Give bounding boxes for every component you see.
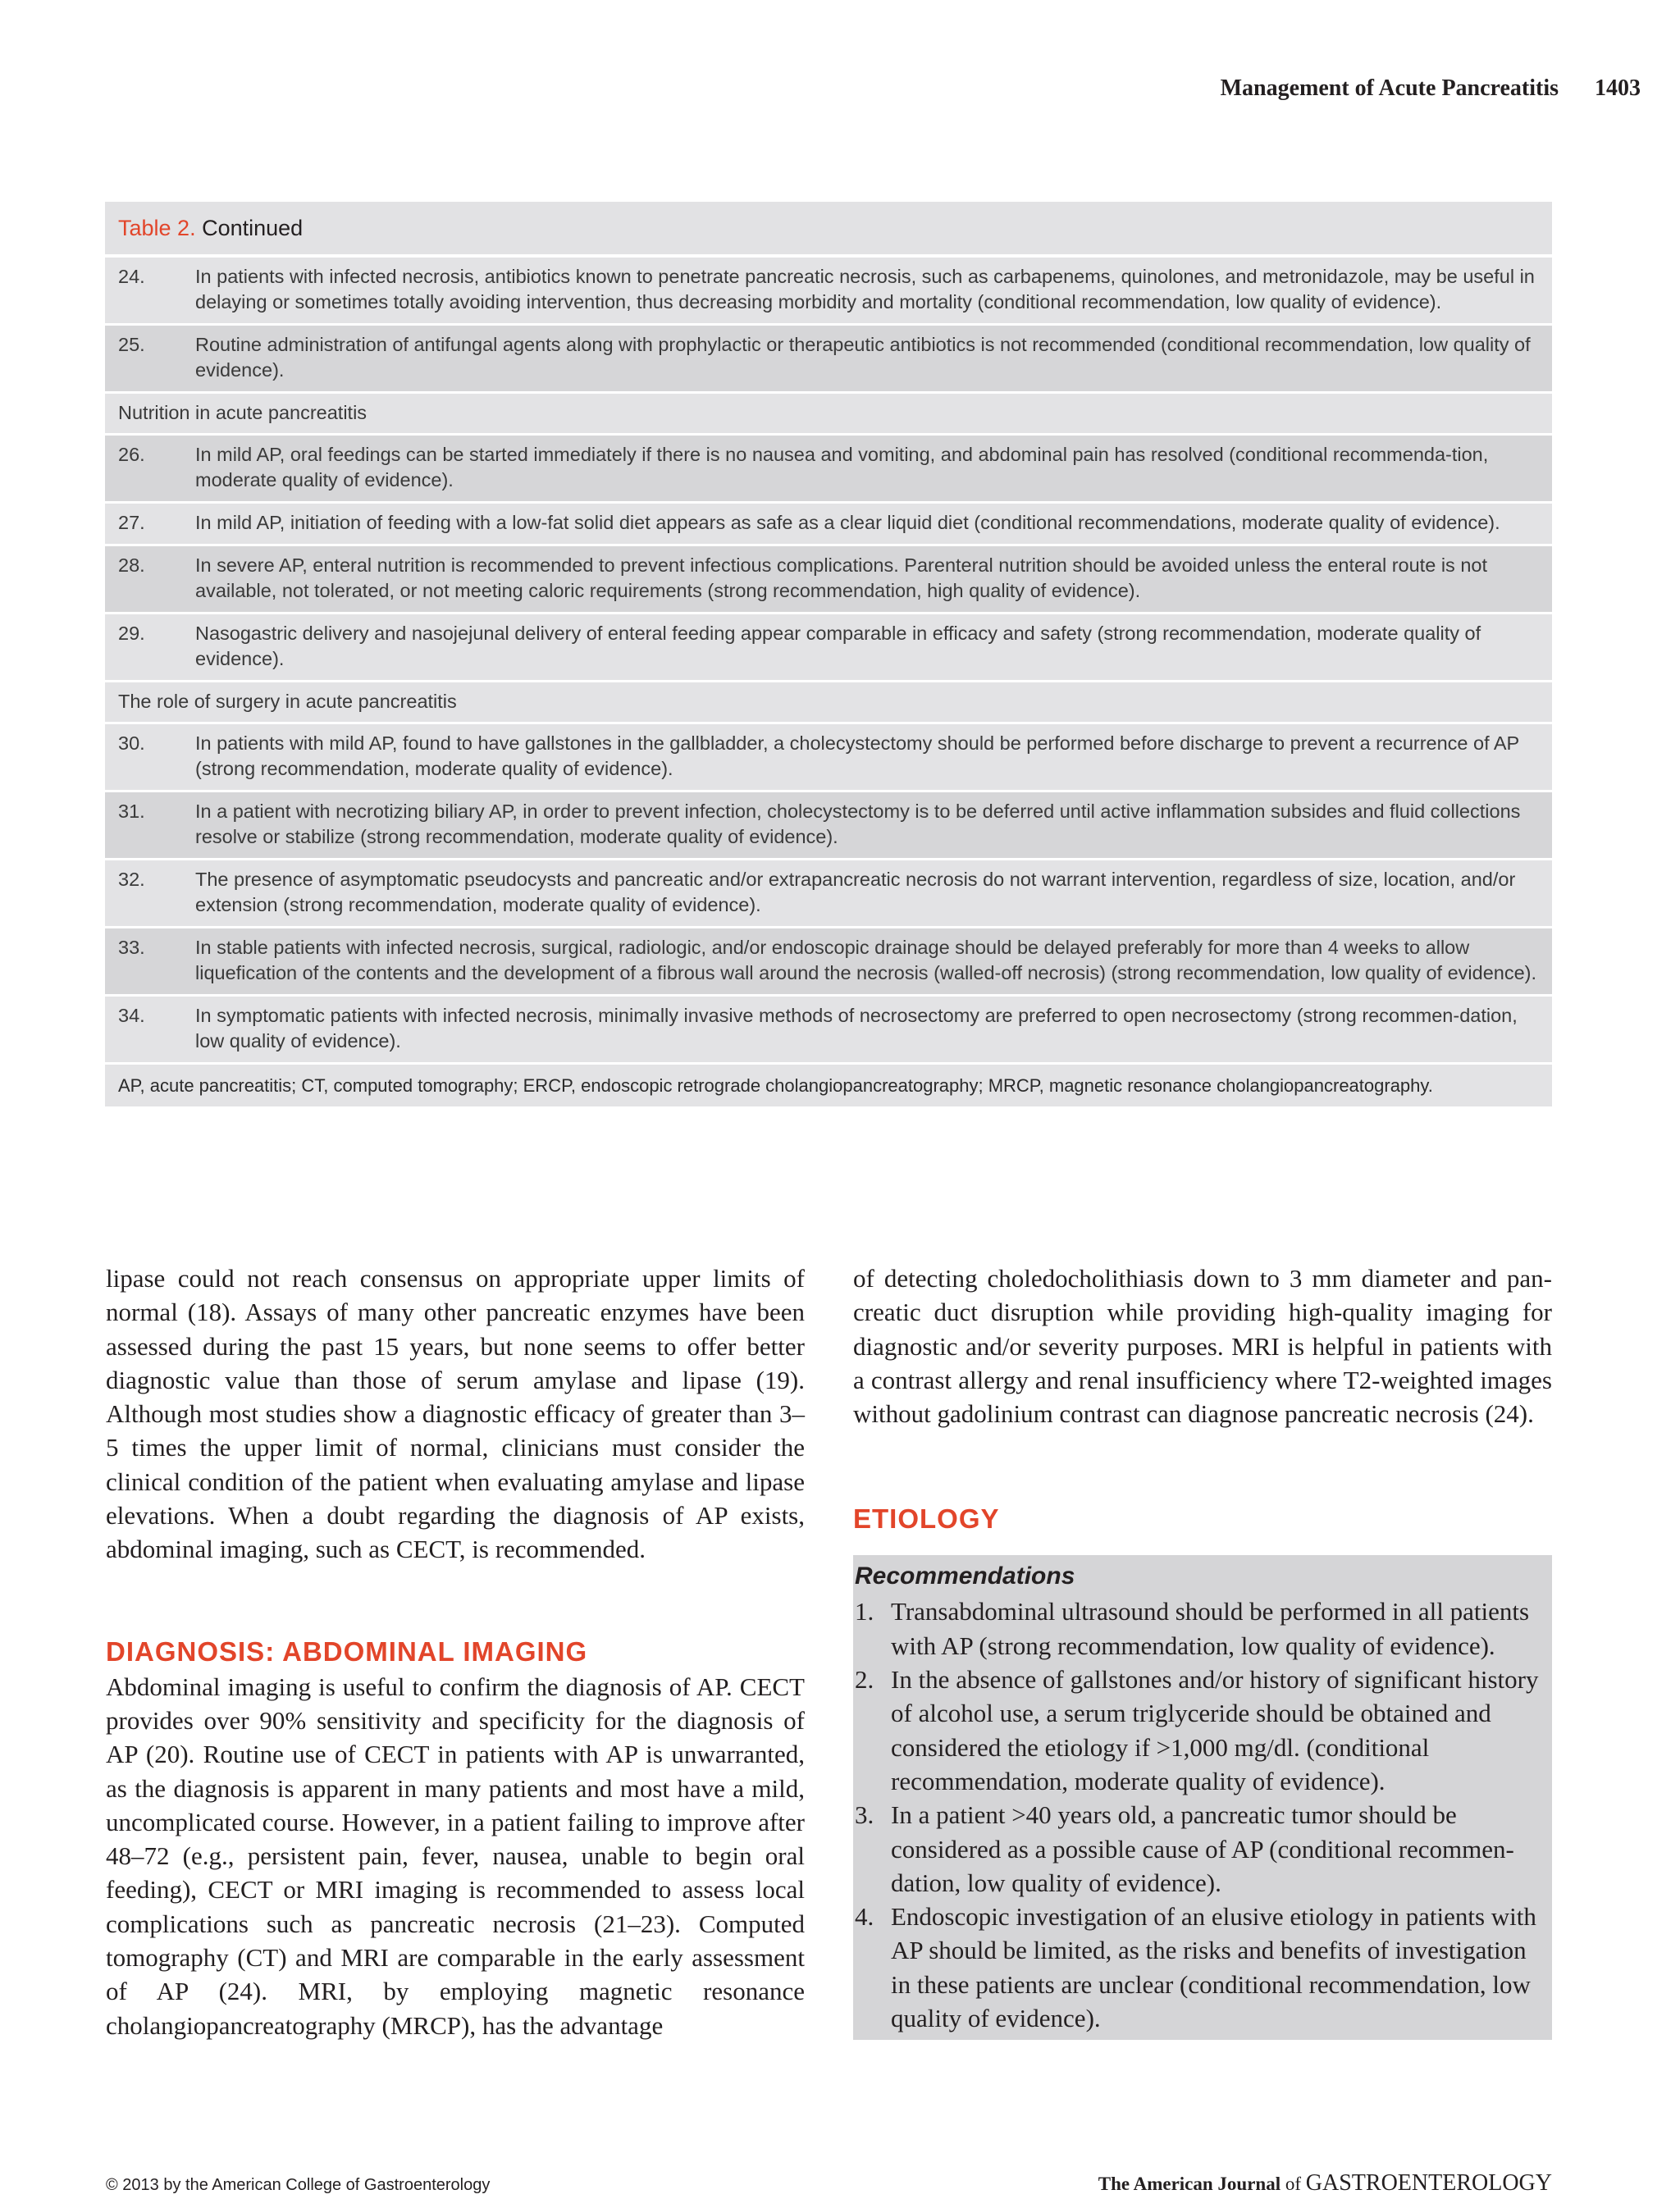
row-number: 31. bbox=[118, 801, 145, 822]
running-head-title: Management of Acute Pancreatitis bbox=[1220, 75, 1559, 101]
table-section-header: Nutrition in acute pancreatitis bbox=[105, 394, 1552, 436]
table-row bbox=[105, 724, 1552, 792]
row-text: Routine administration of antifungal agents along with prophylactic or therapeutic antibiotics is not recommended (conditional recommendation, low quality of evidence). bbox=[195, 334, 1531, 381]
table-row bbox=[105, 928, 1552, 997]
row-text: In severe AP, enteral nutrition is recommended to prevent infectious complications. Parenteral nutrition should be avoided unless the enteral route is not available, not tolerated, or not meeting caloric requirements (strong recommendation, high quality of evidence). bbox=[195, 554, 1487, 601]
row-text: In symptomatic patients with infected necrosis, minimally invasive methods of necrosectomy are preferred to open necrosectomy (strong recommen-dation, low quality of evidence). bbox=[195, 1005, 1518, 1052]
table-row bbox=[105, 504, 1552, 546]
table-row bbox=[105, 436, 1552, 504]
recommendation-item bbox=[853, 1900, 1552, 2035]
row-number: 32. bbox=[118, 869, 145, 890]
table-row bbox=[105, 997, 1552, 1065]
recommendation-number: 3. bbox=[855, 1800, 874, 1830]
recommendation-number: 4. bbox=[855, 1902, 874, 1932]
row-number: 29. bbox=[118, 623, 145, 644]
row-number: 24. bbox=[118, 266, 145, 287]
table-footnote: AP, acute pancreatitis; CT, computed tomography; ERCP, endoscopic retrograde cholangiopancreatography; MRCP, magnetic resonance cholangiopancreatography. bbox=[105, 1065, 1552, 1106]
section-heading-diagnosis: DIAGNOSIS: ABDOMINAL IMAGING bbox=[106, 1635, 588, 1667]
running-head bbox=[1221, 75, 1641, 102]
recommendation-item bbox=[853, 1798, 1552, 1900]
right-column bbox=[853, 1261, 1552, 2040]
row-text: In a patient with necrotizing biliary AP, in order to prevent infection, cholecystectomy is to be deferred until active inflammation subsides and fluid collections resolve or stabilize (strong recommendation, moderate quality of evidence). bbox=[195, 801, 1521, 847]
recommendation-text: Endoscopic investigation of an elusive etiology in patients with AP should be limited, as the risks and benefits of investigation in these patients are unclear (conditional recommendation, low quality of evidence). bbox=[891, 1902, 1536, 2033]
row-text: In mild AP, initiation of feeding with a low-fat solid diet appears as safe as a clear liquid diet (conditional recommendations, moderate quality of evidence). bbox=[195, 512, 1500, 533]
row-text: In patients with infected necrosis, antibiotics known to penetrate pancreatic necrosis, such as carbapenems, quinolones, and metronidazole, may be useful in delaying or sometimes totally avoiding intervention, thus decreasing morbidity and mortality (conditional recommendation, low quality of evidence). bbox=[195, 266, 1535, 312]
copyright-notice: © 2013 by the American College of Gastroenterology bbox=[106, 2176, 491, 2194]
table-row bbox=[105, 614, 1552, 682]
table-section-header: The role of surgery in acute pancreatitis bbox=[105, 682, 1552, 724]
table-caption-text: Continued bbox=[195, 216, 304, 240]
row-number: 27. bbox=[118, 512, 145, 533]
body-paragraph: Abdominal imaging is useful to confirm the diagnosis of AP. CECT provides over 90% sensitivity and specificity for the diagnosis of AP (20). Routine use of CECT in patients with AP is unwarranted, as the diagnosis is apparent in many patients and most have a mild, uncomplicated course. However, in a patient failing to improve after 48–72 (e.g., persistent pain, fever, nausea, unable to begin oral feeding), CECT or MRI imaging is recommended to assess local complications such as pancreatic necrosis (21–23). Computed tomography (CT) and MRI are comparable in the early assessment of AP (24). MRI, by employing magnetic resonance cholangiopancreatography (MRCP), has the advantage bbox=[106, 1672, 805, 2040]
page-number: 1403 bbox=[1595, 75, 1641, 101]
row-number: 34. bbox=[118, 1005, 145, 1026]
journal-name-part: of bbox=[1281, 2174, 1306, 2194]
recommendation-text: Transabdominal ultrasound should be performed in all patients with AP (strong recommendation, low quality of evidence). bbox=[891, 1597, 1530, 1660]
body-paragraph: of detecting choledocholithiasis down to 3 mm diameter and pancreatic duct disruption while providing high-quality imaging for diagnostic and/or severity purposes. MRI is helpful in patients with a contrast allergy and renal insufficiency where T2-weighted images without gadolinium contrast can diagnose pancreatic necrosis (24). bbox=[853, 1264, 1552, 1429]
table-row bbox=[105, 258, 1552, 326]
row-text: Nasogastric delivery and nasojejunal delivery of enteral feeding appear comparable in efficacy and safety (strong recommendation, moderate quality of evidence). bbox=[195, 623, 1481, 669]
row-number: 25. bbox=[118, 334, 145, 355]
journal-name bbox=[1098, 2170, 1552, 2197]
table-row bbox=[105, 860, 1552, 928]
recommendation-number: 2. bbox=[855, 1665, 874, 1695]
recommendations-title: Recommendations bbox=[855, 1562, 1075, 1590]
table-caption bbox=[105, 202, 1552, 258]
row-text: In mild AP, oral feedings can be started immediately if there is no nausea and vomiting, and abdominal pain has resolved (conditional recommenda-tion, moderate quality of evidence). bbox=[195, 444, 1489, 490]
table-row bbox=[105, 546, 1552, 614]
recommendation-text: In a patient >40 years old, a pancreatic tumor should be considered as a possible cause of AP (conditional recommendation, low quality of evidence). bbox=[891, 1800, 1514, 1897]
recommendation-item bbox=[853, 1594, 1552, 1663]
row-number: 30. bbox=[118, 732, 145, 754]
left-column bbox=[106, 1261, 805, 2042]
journal-name-part: GASTROENTEROLOGY bbox=[1305, 2170, 1552, 2196]
row-number: 28. bbox=[118, 554, 145, 576]
recommendation-item bbox=[853, 1663, 1552, 1798]
row-text: In patients with mild AP, found to have gallstones in the gallbladder, a cholecystectomy should be performed before discharge to prevent a recurrence of AP (strong recommendation, moderate quality of evidence). bbox=[195, 732, 1519, 779]
recommendations-box bbox=[853, 1555, 1552, 2040]
table-caption-label: Table 2. bbox=[118, 216, 196, 240]
recommendation-number: 1. bbox=[855, 1597, 874, 1626]
body-paragraph: lipase could not reach consensus on appropriate upper limits of normal (18). Assays of many other pancreatic enzymes have been assessed during the past 15 years, but none seems to offer better diagnostic value than those of serum amylase and lipase (19). Although most studies show a diagnostic efficacy of greater than 3–5 times the upper limit of normal, clinicians must consider the clinical condition of the patient when evaluating amylase and lipase elevations. When a doubt regarding the diagnosis of AP exists, abdominal imaging, such as CECT, is recommended. bbox=[106, 1264, 805, 1564]
row-number: 33. bbox=[118, 937, 145, 958]
row-number: 26. bbox=[118, 444, 145, 465]
table-row bbox=[105, 326, 1552, 394]
journal-name-part: The American Journal bbox=[1098, 2174, 1281, 2194]
row-text: The presence of asymptomatic pseudocysts and pancreatic and/or extrapancreatic necrosis do not warrant intervention, regardless of size, location, and/or extension (strong recommendation, moderate quality of evidence). bbox=[195, 869, 1516, 915]
section-heading-etiology: ETIOLOGY bbox=[853, 1503, 1000, 1535]
recommendation-text: In the absence of gallstones and/or history of significant history of alcohol use, a serum triglyceride should be obtained and considered the etiology if >1,000 mg/dl. (conditional recommendation, moderate quality of evidence). bbox=[891, 1665, 1539, 1795]
table-row bbox=[105, 792, 1552, 860]
table-2-continued bbox=[105, 202, 1552, 1106]
row-text: In stable patients with infected necrosis, surgical, radiologic, and/or endoscopic drainage should be delayed preferably for more than 4 weeks to allow liquefication of the contents and the development of a fibrous wall around the necrosis (walled-off necrosis) (strong recommendation, low quality of evidence). bbox=[195, 937, 1537, 983]
